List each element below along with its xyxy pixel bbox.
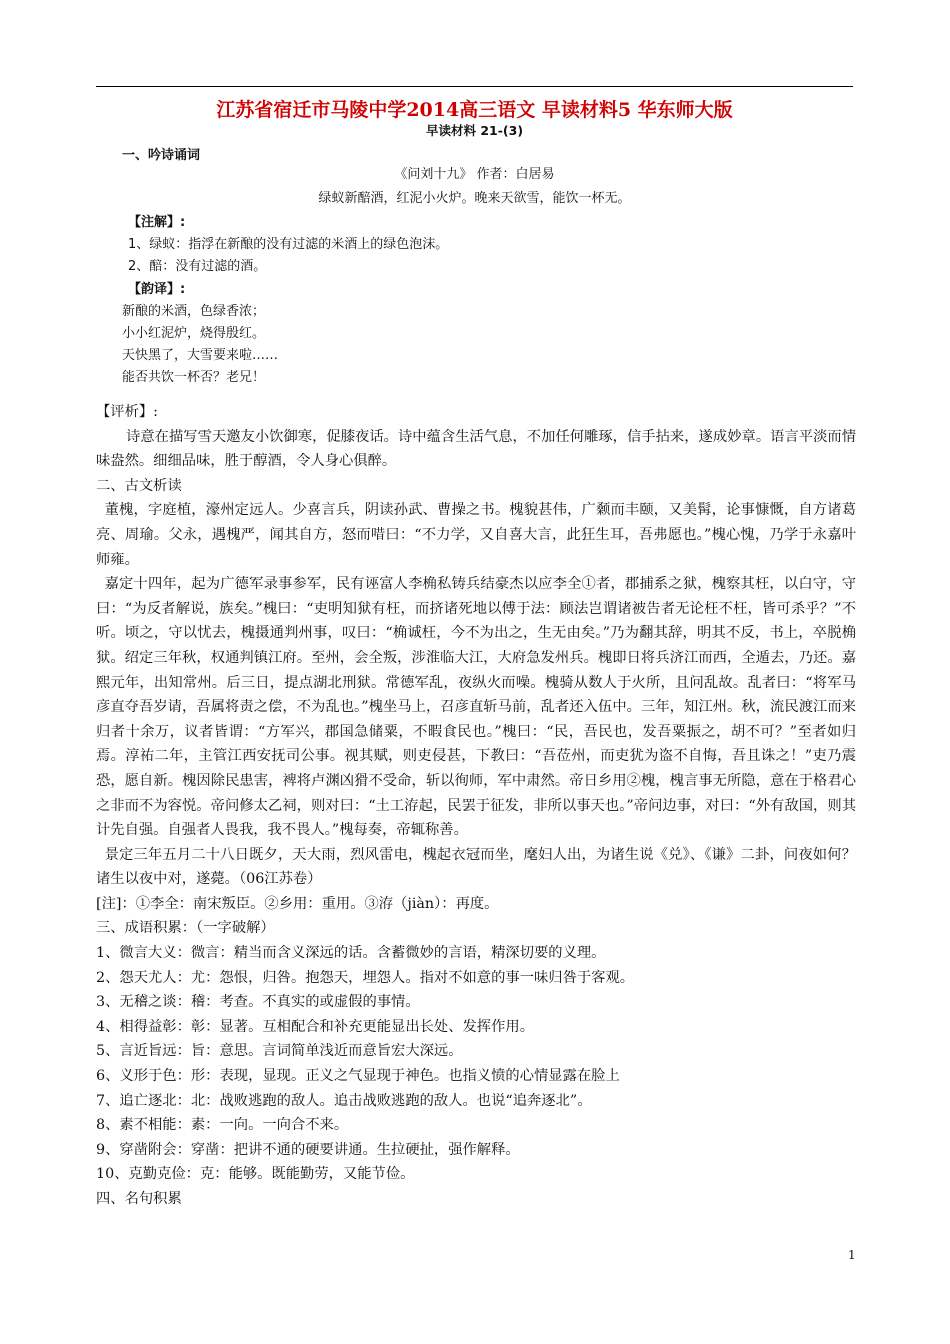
note-item: 1、绿蚁：指浮在新酿的没有过滤的米酒上的绿色泡沫。: [128, 237, 449, 252]
section1-heading: 一、吟诗诵词: [122, 148, 201, 163]
translation-line: 天快黑了，大雪要来啦……: [122, 348, 279, 363]
section4-heading: 四、名句积累: [96, 1191, 182, 1207]
idiom-item: 5、言近旨远：旨：意思。言词简单浅近而意旨宏大深远。: [96, 1043, 463, 1060]
translation-line: 小小红泥炉，烧得殷红。: [122, 326, 266, 341]
classical-paragraph: 董槐，字庭植，濠州定远人。少喜言兵，阴读孙武、曹操之书。槐貌甚伟，广颡而丰颐，又美髯，论事慷慨，自方诸葛亮、周瑜。父永，遇槐严，闻其自方，怒而唶曰：“不力学，又自喜大言，此狂生耳，吾弗愿也。”槐心愧，乃学于永嘉叶师雍。: [96, 502, 856, 568]
classical-paragraph: 景定三年五月二十八日既夕，天大雨，烈风雷电，槐起衣冠而坐，麾妇人出，为诸生说《兑》、《谦》二卦，问夜如何？诸生以夜中对，遂薨。（06江苏卷）: [96, 846, 856, 888]
idiom-item: 8、素不相能：素：一向。一向合不来。: [96, 1117, 349, 1134]
note-item: 2、醅：没有过滤的酒。: [128, 259, 267, 274]
translation-line: 新酿的米酒，色绿香浓；: [122, 304, 266, 319]
poem-line: 绿蚁新醅酒，红泥小火炉。晚来天欲雪，能饮一杯无。: [318, 191, 631, 206]
header-rule: [96, 86, 853, 87]
idiom-item: 3、无稽之谈：稽：考查。不真实的或虚假的事情。: [96, 994, 420, 1011]
idiom-item: 4、相得益彰：彰：显著。互相配合和补充更能显出长处、发挥作用。: [96, 1018, 534, 1035]
document-subtitle: 早读材料 21-(3): [425, 123, 524, 138]
notes-label: 【注解】:: [128, 215, 186, 230]
analysis-label: 【评析】:: [96, 404, 159, 420]
analysis-paragraph: 诗意在描写雪天邀友小饮御寒，促膝夜话。诗中蕴含生活气息，不加任何雕琢，信手拈来，遂成妙章。语言平淡而情味盎然。细细品味，胜于醇酒，令人身心俱醉。: [96, 428, 856, 470]
translation-label: 【韵译】:: [128, 282, 186, 297]
classical-note: [注]：①李全：南宋叛臣。②乡用：重用。③洊（jiàn）：再度。: [96, 895, 499, 912]
idiom-item: 1、微言大义：微言：精当而含义深远的话。含蓄微妙的言语，精深切要的义理。: [96, 945, 606, 962]
section3-heading: 三、成语积累：（一字破解）: [96, 920, 275, 937]
poem-title: 《问刘十九》 作者：白居易: [394, 167, 555, 182]
idiom-item: 9、穿凿附会：穿凿：把讲不通的硬要讲通。生拉硬扯，强作解释。: [96, 1141, 520, 1158]
idiom-item: 6、义形于色：形：表现，显现。正义之气显现于神色。也指义愤的心情显露在脸上: [96, 1068, 620, 1085]
idiom-item: 7、追亡逐北：北：战败逃跑的敌人。追击战败逃跑的敌人。也说“追奔逐北”。: [96, 1092, 592, 1109]
page-number: 1: [848, 1248, 856, 1262]
document-title: 江苏省宿迁市马陵中学2014高三语文 早读材料5 华东师大版: [216, 99, 733, 121]
section2-heading: 二、古文析读: [96, 477, 182, 494]
main-body: [96, 400, 856, 1212]
translation-line: 能否共饮一杯否？老兄！: [122, 370, 266, 385]
classical-paragraph: 嘉定十四年，起为广德军录事参军，民有诬富人李桷私铸兵结豪杰以应李全①者，郡捕系之狱，槐察其枉，以白守，守曰：“为反者解说，族矣。”槐曰：“吏明知狱有枉，而挤诸死地以傅于法：顾法岂谓诸被告者无论枉不枉，皆可杀乎？”不听。顷之，守以忧去，槐摄通判州事，叹曰：“桷诚枉，今不为出之，生无由矣。”乃为翻其辞，明其不反，书上，卒脱桷狱。绍定三年秋，权通判镇江府。至州，会全叛，涉淮临大江，大府急发州兵。槐即日将兵济江而西，全遁去，乃还。嘉熙元年，出知常州。后三日，提点湖北刑狱。常德军乱，夜纵火而噪。槐骑从数人于火所，且问乱故。乱者曰：“将军马彦直夺吾岁请，吾属将责之偿，不为乱也。”槐坐马上，召彦直斩马前，乱者还入伍中。三年，知江州。秋，流民渡江而来归者十余万，议者皆谓：“方军兴，郡国急储粟，不暇食民也。”槐曰：“民，吾民也，发吾粟振之，胡不可？”至者如归焉。淳祐二年，主管江西安抚司公事。视其赋，则吏侵甚，下教曰：“吾莅州，而吏犹为盗不自悔，吾且诛之！”吏乃震恐，愿自新。槐因除民患害，裨将卢渊凶猾不受命，斩以徇师，军中肃然。帝日乡用②槐，槐言事无所隐，意在于格君心之非而不为容悦。帝问修太乙祠，则对曰：“土工洊起，民罢于征发，非所以事天也。”帝问边事，对曰：“外有敌国，则其计先自强。自强者人畏我，我不畏人。”槐每奏，帝辄称善。: [96, 576, 856, 839]
idiom-item: 10、克勤克俭：克：能够。既能勤劳，又能节俭。: [96, 1166, 415, 1183]
idiom-item: 2、怨天尤人：尤：怨恨，归咎。抱怨天，埋怨人。指对不如意的事一味归咎于客观。: [96, 969, 635, 986]
